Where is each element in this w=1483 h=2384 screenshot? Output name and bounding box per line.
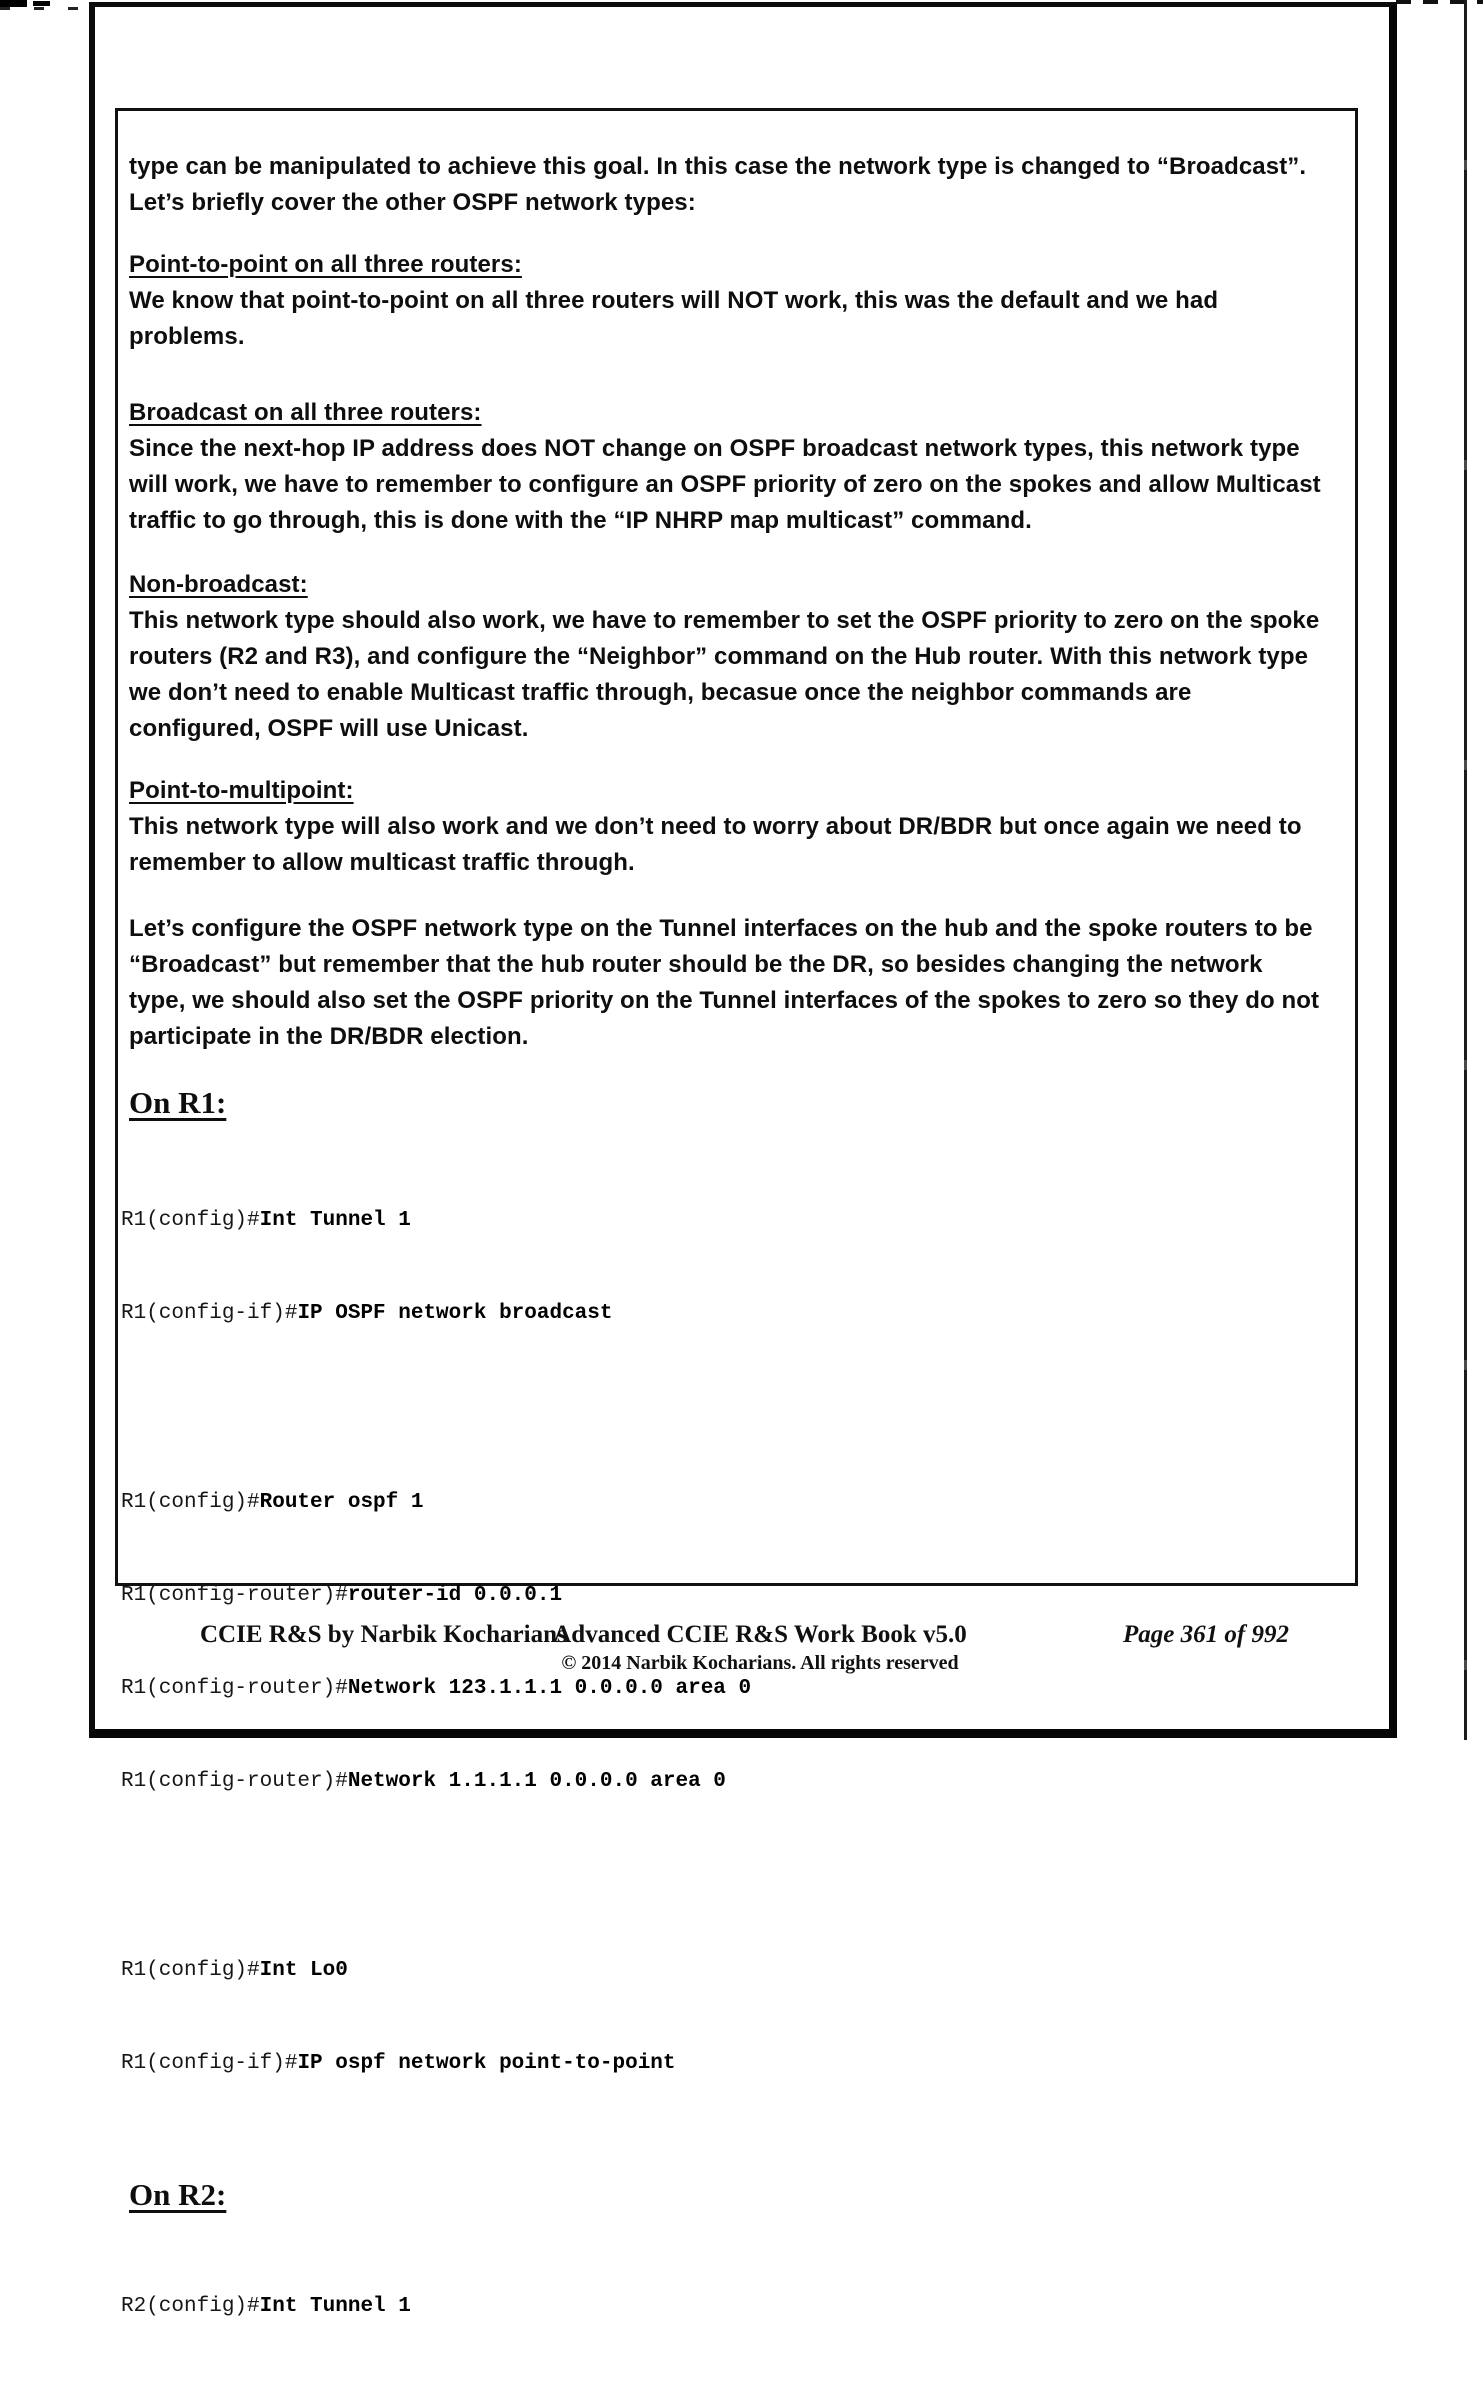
cli-prompt: R1(config-router)# bbox=[121, 1770, 348, 1793]
cli-prompt: R1(config)# bbox=[121, 1959, 260, 1982]
code-line bbox=[121, 2048, 1345, 2079]
scan-artifact-dash bbox=[33, 1, 50, 6]
cli-prompt: R1(config-if)# bbox=[121, 2052, 298, 2075]
on-r1-heading: On R1: bbox=[129, 1085, 227, 1120]
section-body-point-to-multipoint: This network type will also work and we don’t need to worry about DR/BDR but once again we need to remember to allow multicast traffic through. bbox=[129, 813, 1302, 876]
cli-command: Int Lo0 bbox=[259, 1959, 348, 1982]
cli-prompt: R1(config)# bbox=[121, 1491, 260, 1514]
cli-command: IP OSPF network broadcast bbox=[297, 1302, 613, 1325]
cli-command: Int Tunnel 1 bbox=[259, 2295, 411, 2318]
cli-prompt: R1(config-router)# bbox=[121, 1677, 348, 1700]
code-line bbox=[121, 1673, 1345, 1704]
footer-book-title: Advanced CCIE R&S Work Book v5.0 bbox=[553, 1621, 967, 1648]
code-line bbox=[121, 1205, 1345, 1236]
code-line bbox=[121, 1487, 1345, 1518]
cli-prompt: R1(config)# bbox=[121, 1209, 260, 1232]
code-line bbox=[121, 1766, 1345, 1797]
section-heading-point-to-point: Point-to-point on all three routers: bbox=[129, 251, 522, 278]
footer-author: CCIE R&S by Narbik Kocharians bbox=[200, 1621, 567, 1648]
code-line bbox=[121, 2291, 1345, 2322]
closing-paragraph: Let’s configure the OSPF network type on the Tunnel interfaces on the hub and the spoke routers to be “Broadcast” but remember that the hub router should be the DR, so besides changing the network type, we should also set the OSPF priority on the Tunnel interfaces of the spokes to zero so they do not participate in the DR/BDR election. bbox=[129, 915, 1320, 1050]
cli-prompt: R1(config-router)# bbox=[121, 1584, 348, 1607]
section-body-point-to-point: We know that point-to-point on all three routers will NOT work, this was the default and we had problems. bbox=[129, 287, 1219, 350]
section-heading-broadcast: Broadcast on all three routers: bbox=[129, 399, 482, 426]
scan-page-edge-line bbox=[1464, 0, 1467, 1740]
footer-page-number: Page 361 of 992 bbox=[1123, 1621, 1289, 1648]
cli-prompt: R2(config)# bbox=[121, 2295, 260, 2318]
footer-book-info bbox=[505, 1620, 1015, 1676]
cli-command: Network 123.1.1.1 0.0.0.0 area 0 bbox=[347, 1677, 752, 1700]
code-line bbox=[121, 1298, 1345, 1329]
section-body-broadcast: Since the next-hop IP address does NOT change on OSPF broadcast network types, this network type will work, we have to remember to configure an OSPF priority of zero on the spokes and allow Multicast traffic to go through, this is done with the “IP NHRP map multicast” command. bbox=[129, 435, 1321, 534]
intro-paragraph: type can be manipulated to achieve this goal. In this case the network type is changed to “Broadcast”. Let’s briefly cover the other OSPF network types: bbox=[129, 153, 1307, 216]
code-line bbox=[121, 1955, 1345, 1986]
footer-copyright: © 2014 Narbik Kocharians. All rights reserved bbox=[561, 1652, 959, 1674]
scan-artifact-dashed-line bbox=[1396, 0, 1483, 4]
code-line bbox=[121, 1580, 1345, 1611]
cli-command: IP ospf network point-to-point bbox=[297, 2052, 676, 2075]
cli-command: Int Tunnel 1 bbox=[259, 1209, 411, 1232]
cli-command: router-id 0.0.0.1 bbox=[347, 1584, 563, 1607]
section-heading-non-broadcast: Non-broadcast: bbox=[129, 571, 308, 598]
cli-command: Network 1.1.1.1 0.0.0.0 area 0 bbox=[347, 1770, 726, 1793]
scan-artifact-dashed-line bbox=[0, 7, 89, 10]
code-block-r1-loopback bbox=[121, 1893, 1345, 2141]
cli-prompt: R1(config-if)# bbox=[121, 1302, 298, 1325]
scan-artifact-dash bbox=[0, 0, 27, 7]
cli-command: Router ospf 1 bbox=[259, 1491, 424, 1514]
section-body-non-broadcast: This network type should also work, we have to remember to set the OSPF priority to zero on the spoke routers (R2 and R3), and configure the “Neighbor” command on the Hub router. With this network type we don’t need to enable Multicast traffic through, becasue once the neighbor commands are configured, OSPF will use Unicast. bbox=[129, 607, 1320, 742]
on-r2-heading: On R2: bbox=[129, 2177, 227, 2212]
section-heading-point-to-multipoint: Point-to-multipoint: bbox=[129, 777, 354, 804]
code-block-r1-tunnel bbox=[121, 1143, 1345, 1391]
code-block-r2-tunnel bbox=[121, 2229, 1345, 2384]
